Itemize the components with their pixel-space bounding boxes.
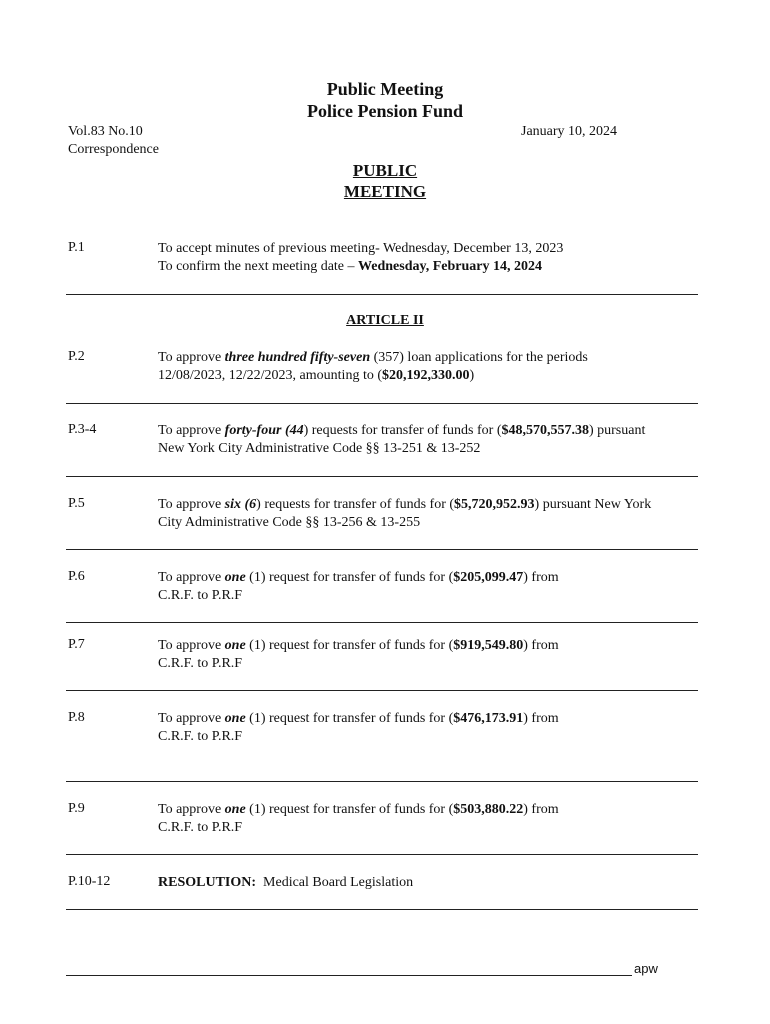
volume-number: Vol.83 No.10 bbox=[68, 124, 143, 139]
item-line: To accept minutes of previous meeting- Wednesday, December 13, 2023 bbox=[158, 241, 564, 256]
item-text bbox=[158, 422, 698, 458]
item-line: City Administrative Code §§ 13-256 & 13-255 bbox=[158, 515, 421, 530]
item-text-part: To approve bbox=[158, 423, 225, 438]
item-line: C.R.F. to P.R.F bbox=[158, 729, 243, 744]
item-text-part: To approve bbox=[158, 802, 225, 817]
item-line: C.R.F. to P.R.F bbox=[158, 820, 243, 835]
public-meeting-line2: MEETING bbox=[343, 182, 427, 201]
item-emphasis: three hundred fifty-seven bbox=[224, 350, 374, 365]
item-line: C.R.F. to P.R.F bbox=[158, 588, 243, 603]
divider bbox=[66, 549, 698, 550]
item-line bbox=[158, 422, 698, 440]
item-text-part: (1) request for transfer of funds for ( bbox=[249, 711, 454, 726]
item-text-part: ) requests for transfer of funds for ( bbox=[303, 423, 502, 438]
item-text-part: To confirm the next meeting date – bbox=[158, 259, 359, 274]
item-text bbox=[158, 710, 698, 746]
item-text-part: (1) request for transfer of funds for ( bbox=[249, 638, 454, 653]
item-text bbox=[158, 349, 698, 385]
item-emphasis: one bbox=[224, 711, 250, 726]
divider bbox=[66, 781, 698, 782]
item-label: P.5 bbox=[68, 496, 85, 511]
item-line: New York City Administrative Code §§ 13-251 & 13-252 bbox=[158, 441, 481, 456]
item-label: P.6 bbox=[68, 569, 85, 584]
item-amount: $5,720,952.93 bbox=[454, 497, 535, 512]
item-line: C.R.F. to P.R.F bbox=[158, 656, 243, 671]
item-amount: $919,549.80 bbox=[453, 638, 524, 653]
item-text bbox=[158, 496, 698, 532]
item-line bbox=[158, 874, 698, 892]
divider bbox=[66, 294, 698, 295]
divider bbox=[66, 690, 698, 691]
item-text-part: To approve bbox=[158, 638, 225, 653]
item-line bbox=[158, 496, 698, 514]
item-label: P.8 bbox=[68, 710, 85, 725]
item-text-part: ) from bbox=[523, 570, 559, 585]
public-meeting-line1: PUBLIC bbox=[352, 161, 418, 180]
item-text-part: ) pursuant bbox=[588, 423, 646, 438]
divider bbox=[66, 854, 698, 855]
item-text bbox=[158, 569, 698, 605]
item-line bbox=[158, 569, 698, 587]
section-label: Correspondence bbox=[68, 142, 159, 157]
item-label: P.2 bbox=[68, 349, 85, 364]
item-line bbox=[158, 637, 698, 655]
divider bbox=[66, 476, 698, 477]
item-text-part: To approve bbox=[158, 350, 225, 365]
item-label: P.3-4 bbox=[68, 422, 97, 437]
item-amount: $205,099.47 bbox=[453, 570, 524, 585]
item-emphasis: one bbox=[224, 802, 250, 817]
item-text-part: 12/08/2023, 12/22/2023, amounting to ( bbox=[158, 368, 382, 383]
item-amount: $20,192,330.00 bbox=[382, 368, 470, 383]
item-text-part: ) bbox=[469, 368, 475, 383]
item-amount: $503,880.22 bbox=[453, 802, 524, 817]
item-line bbox=[158, 258, 698, 276]
footer-initials: apw bbox=[634, 961, 658, 976]
public-meeting-heading bbox=[0, 160, 770, 202]
resolution-label: RESOLUTION: bbox=[158, 875, 257, 890]
item-label: P.1 bbox=[68, 240, 85, 255]
footer-signature-line bbox=[66, 975, 632, 976]
item-text-part: ) from bbox=[523, 638, 559, 653]
item-label: P.7 bbox=[68, 637, 85, 652]
item-emphasis: one bbox=[224, 570, 250, 585]
item-emphasis: one bbox=[224, 638, 250, 653]
item-label: P.10-12 bbox=[68, 874, 111, 889]
item-text-part: To approve bbox=[158, 497, 225, 512]
item-text-part: Medical Board Legislation bbox=[256, 875, 414, 890]
document-subtitle: Police Pension Fund bbox=[306, 101, 463, 121]
item-line bbox=[158, 710, 698, 728]
item-text-part: (357) loan applications for the periods bbox=[373, 350, 588, 365]
item-text bbox=[158, 801, 698, 837]
meeting-date: January 10, 2024 bbox=[521, 124, 618, 139]
item-line bbox=[158, 801, 698, 819]
item-emphasis: six (6 bbox=[224, 497, 257, 512]
item-text bbox=[158, 874, 698, 892]
article-heading: ARTICLE II bbox=[346, 313, 424, 328]
item-text-part: (1) request for transfer of funds for ( bbox=[249, 570, 454, 585]
item-text-part: ) requests for transfer of funds for ( bbox=[256, 497, 455, 512]
item-amount: $476,173.91 bbox=[453, 711, 524, 726]
item-amount: $48,570,557.38 bbox=[501, 423, 589, 438]
item-emphasis: forty-four (44 bbox=[224, 423, 304, 438]
item-text bbox=[158, 637, 698, 673]
divider bbox=[66, 403, 698, 404]
divider bbox=[66, 622, 698, 623]
item-text-part: To approve bbox=[158, 570, 225, 585]
item-line bbox=[158, 367, 698, 385]
item-text-part: To approve bbox=[158, 711, 225, 726]
item-text bbox=[158, 240, 698, 276]
item-label: P.9 bbox=[68, 801, 85, 816]
item-text-part: (1) request for transfer of funds for ( bbox=[249, 802, 454, 817]
item-line bbox=[158, 349, 698, 367]
document-title: Public Meeting bbox=[326, 79, 444, 99]
divider bbox=[66, 909, 698, 910]
item-text-part: ) pursuant New York bbox=[534, 497, 652, 512]
item-text-part: ) from bbox=[523, 711, 559, 726]
next-meeting-date: Wednesday, February 14, 2024 bbox=[358, 259, 542, 274]
item-text-part: ) from bbox=[523, 802, 559, 817]
